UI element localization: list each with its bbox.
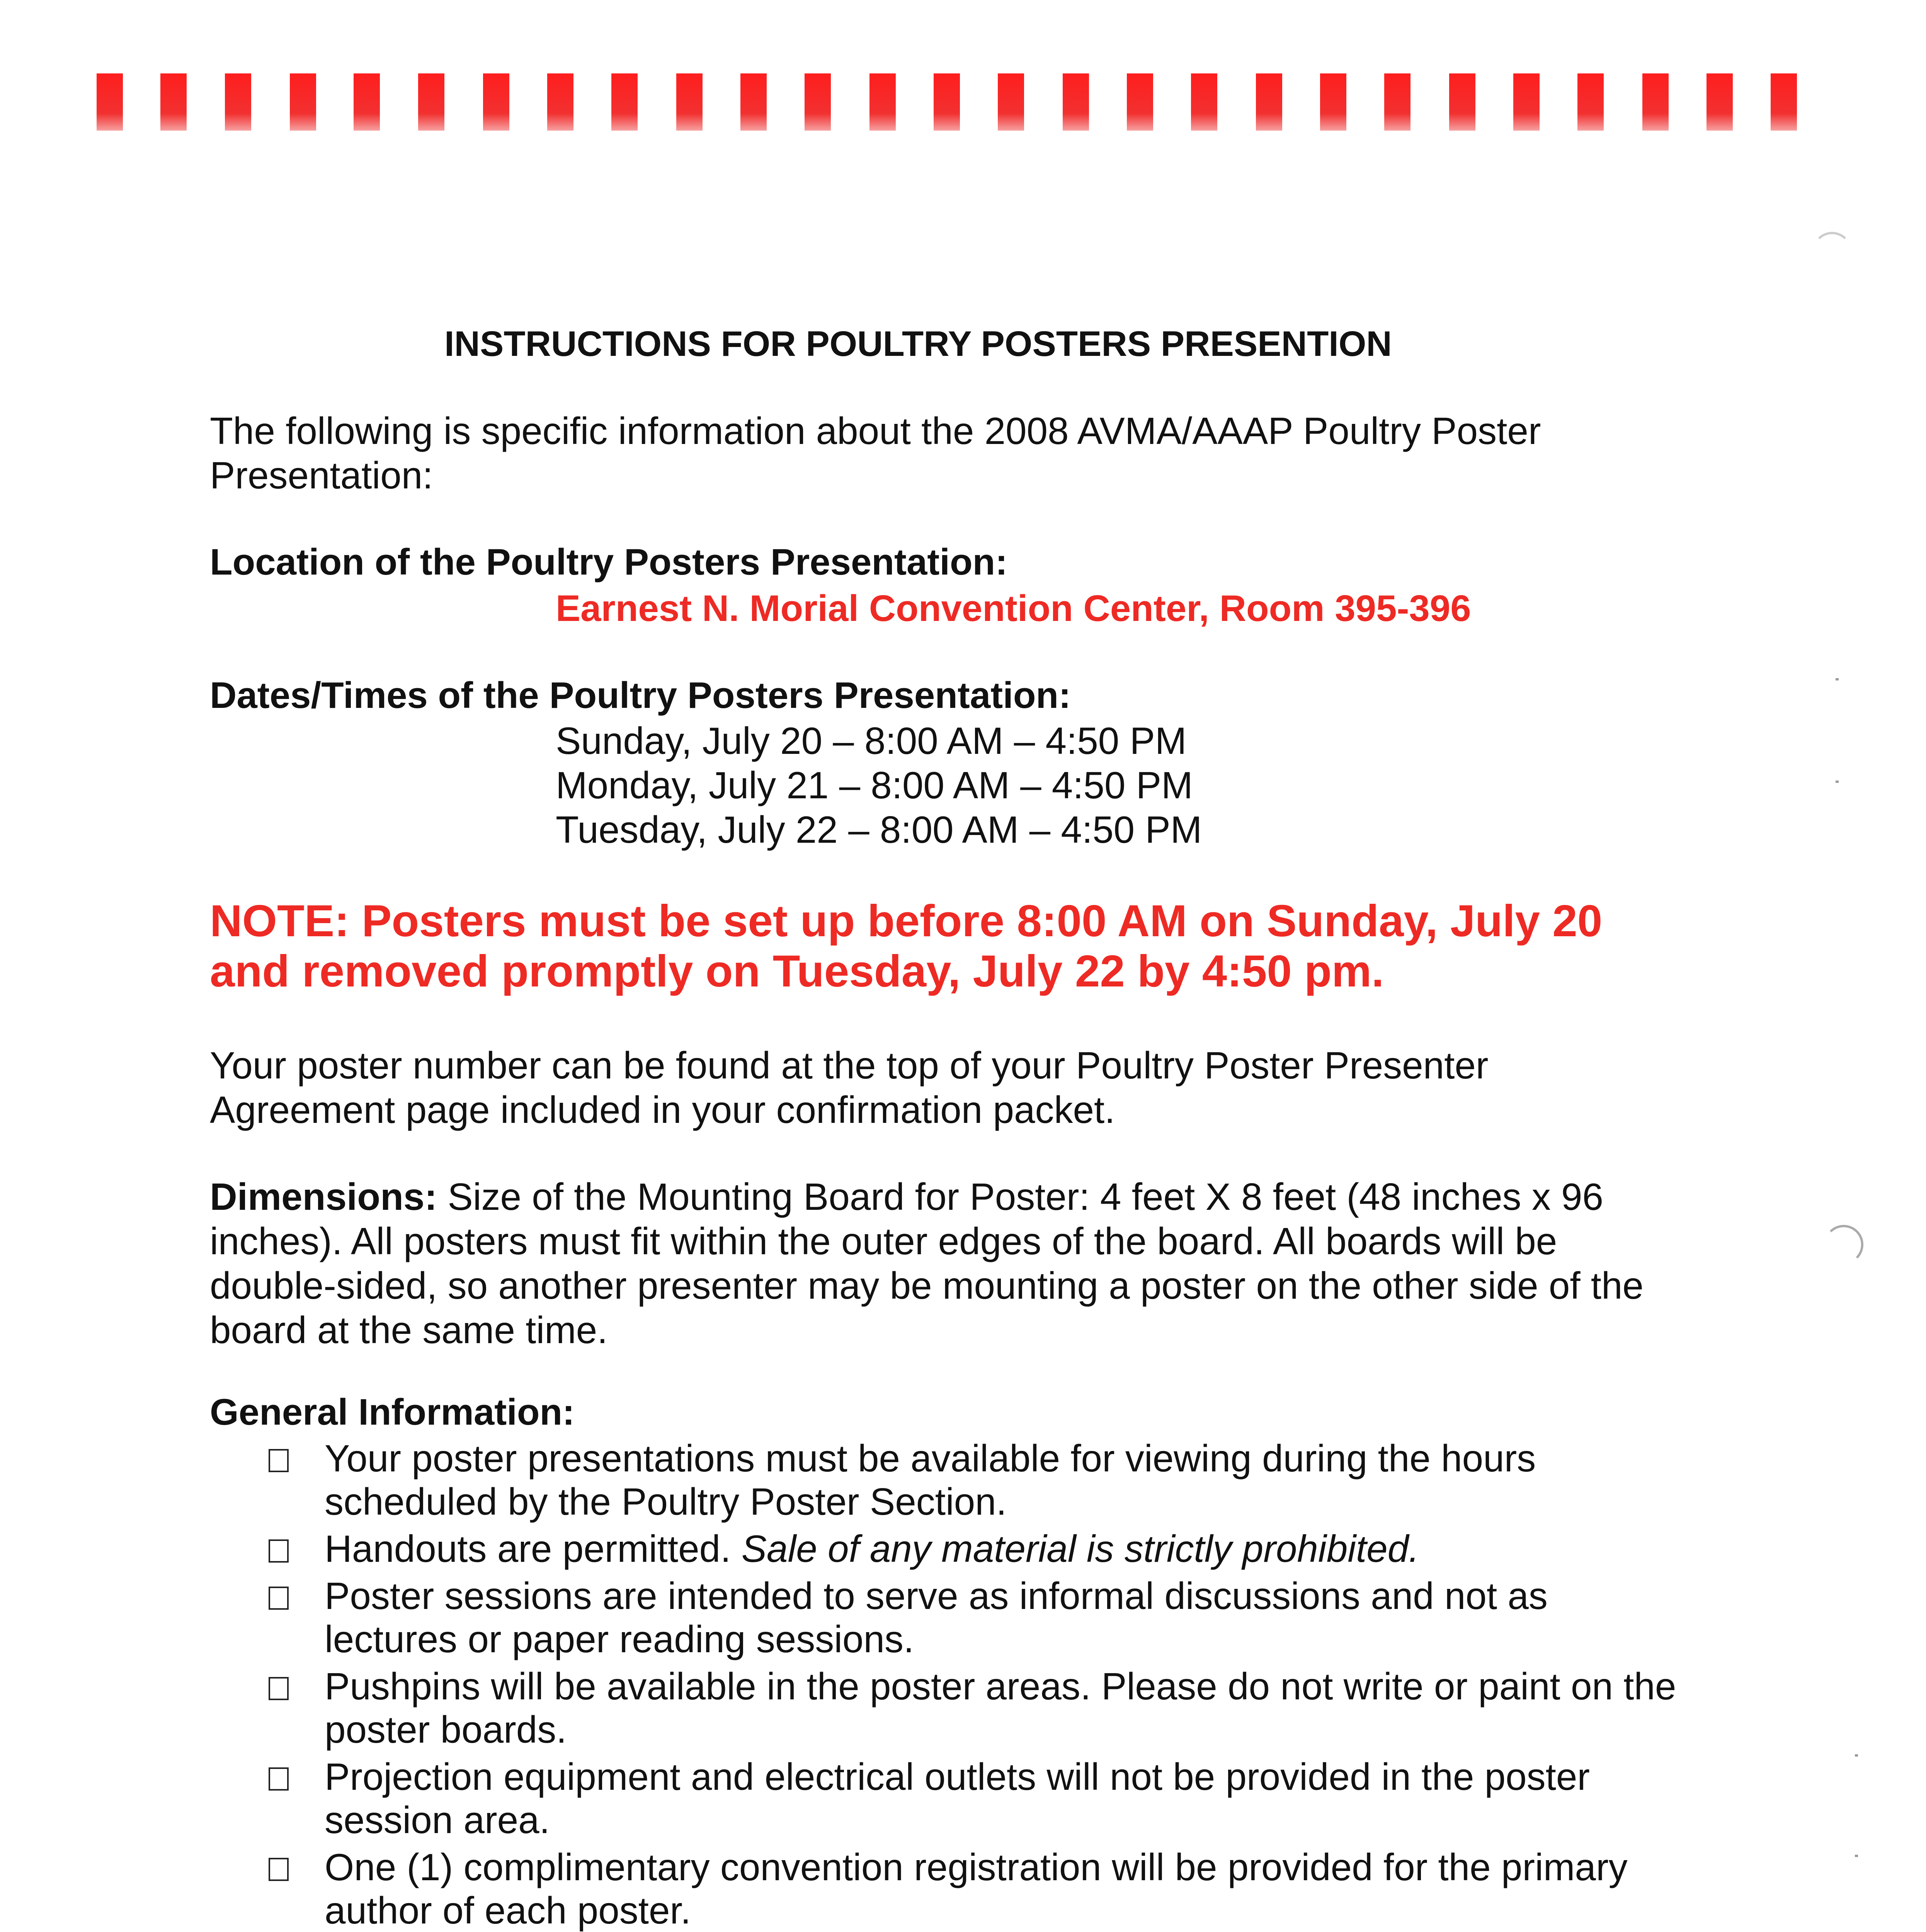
- scan-dot: [1836, 678, 1839, 680]
- checkbox-bullet-icon: [269, 1767, 289, 1791]
- dimensions-line: double-sided, so another presenter may be mounting a poster on the other side of the: [210, 1264, 1644, 1307]
- date-item: Monday, July 21 – 8:00 AM – 4:50 PM: [556, 764, 1193, 806]
- list-item-line: One (1) complimentary convention registration will be provided for the primary: [325, 1846, 1628, 1888]
- list-item-line: author of each poster.: [325, 1889, 691, 1932]
- list-item-line: Your poster presentations must be available for viewing during the hours: [325, 1437, 1536, 1480]
- poster-number-paragraph: [210, 1043, 1489, 1132]
- checkbox-bullet-icon: [269, 1449, 289, 1472]
- date-item: Sunday, July 20 – 8:00 AM – 4:50 PM: [556, 719, 1187, 762]
- list-item: [269, 1574, 1676, 1661]
- dimensions-label: Dimensions:: [210, 1175, 437, 1218]
- intro-line: Presentation:: [210, 454, 433, 497]
- page-title: INSTRUCTIONS FOR POULTRY POSTERS PRESENTION: [444, 324, 1392, 364]
- list-item-line: session area.: [325, 1799, 550, 1841]
- note-line: NOTE: Posters must be set up before 8:00 AM on Sunday, July 20: [210, 896, 1603, 946]
- general-info-heading: General Information:: [210, 1391, 575, 1433]
- location-heading: Location of the Poultry Posters Presentation:: [210, 541, 1008, 583]
- list-item: [269, 1665, 1676, 1751]
- dimensions-line: Size of the Mounting Board for Poster: 4 feet X 8 feet (48 inches x 96: [437, 1175, 1604, 1218]
- general-info-list: [269, 1437, 1676, 1932]
- note-line: and removed promptly on Tuesday, July 22 by 4:50 pm.: [210, 946, 1384, 996]
- list-item-line: poster boards.: [325, 1708, 567, 1751]
- poster-number-line: Agreement page included in your confirmation packet.: [210, 1088, 1115, 1131]
- red-perforation-strip: [0, 73, 1926, 135]
- list-item: [269, 1845, 1676, 1932]
- list-item: [269, 1437, 1676, 1523]
- list-item-line: lectures or paper reading sessions.: [325, 1618, 914, 1660]
- list-item-line: Poster sessions are intended to serve as informal discussions and not as: [325, 1575, 1548, 1617]
- checkbox-bullet-icon: [269, 1677, 289, 1700]
- list-item-line: scheduled by the Poultry Poster Section.: [325, 1480, 1007, 1523]
- location-value: Earnest N. Morial Convention Center, Room 395-396: [556, 588, 1471, 629]
- scan-dot: [1836, 781, 1839, 783]
- dimensions-line: board at the same time.: [210, 1309, 608, 1351]
- list-item-line: Projection equipment and electrical outlets will not be provided in the poster: [325, 1755, 1590, 1798]
- poster-number-line: Your poster number can be found at the top of your Poultry Poster Presenter: [210, 1044, 1489, 1087]
- checkbox-bullet-icon: [269, 1858, 289, 1881]
- date-item: Tuesday, July 22 – 8:00 AM – 4:50 PM: [556, 808, 1202, 851]
- binder-hole-mark: [1812, 232, 1852, 271]
- dates-list: [556, 719, 1202, 852]
- list-item: [269, 1527, 1676, 1570]
- scan-dot: [1855, 1754, 1858, 1757]
- intro-paragraph: [210, 409, 1541, 498]
- setup-note: [210, 896, 1602, 996]
- checkbox-bullet-icon: [269, 1587, 289, 1610]
- list-item-line: Handouts are permitted.: [325, 1527, 742, 1570]
- binder-hole-mark: [1824, 1225, 1863, 1264]
- prohibition-text: Sale of any material is strictly prohibited.: [741, 1527, 1419, 1570]
- list-item-line: Pushpins will be available in the poster areas. Please do not write or paint on the: [325, 1665, 1676, 1708]
- intro-line: The following is specific information about the 2008 AVMA/AAAP Poultry Poster: [210, 410, 1541, 452]
- scan-dot: [1855, 1855, 1858, 1857]
- dimensions-line: inches). All posters must fit within the outer edges of the board. All boards will be: [210, 1220, 1557, 1262]
- list-item: [269, 1755, 1676, 1842]
- checkbox-bullet-icon: [269, 1539, 289, 1563]
- dates-heading: Dates/Times of the Poultry Posters Presentation:: [210, 675, 1071, 716]
- dimensions-paragraph: [210, 1175, 1644, 1352]
